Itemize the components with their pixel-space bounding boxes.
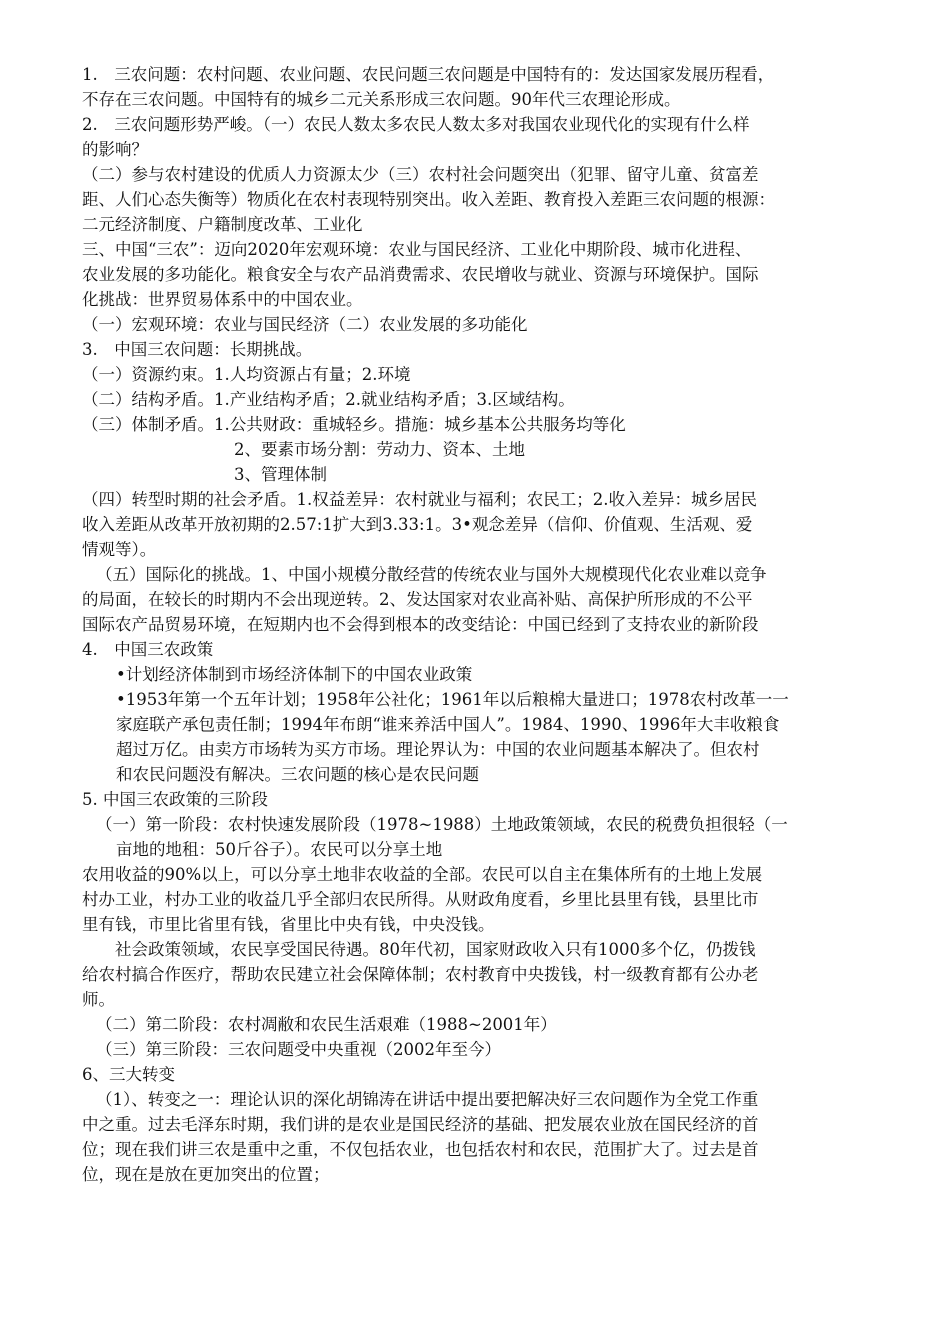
text-line: （二）参与农村建设的优质人力资源太少（三）农村社会问题突出（犯罪、留守儿童、贫富差 [82,165,759,184]
text-line: 1. 三农问题：农村问题、农业问题、农民问题三农问题是中国特有的：发达国家发展历程看， [82,65,775,84]
text-line: 2、要素市场分割：劳动力、资本、土地 [234,440,525,459]
text-line: 情观等）。 [82,540,157,559]
text-line: （1）、转变之一：理论认识的深化胡锦涛在讲话中提出要把解决好三农问题作为全党工作重 [96,1090,759,1109]
text-line: 中之重。过去毛泽东时期，我们讲的是农业是国民经济的基础、把发展农业放在国民经济的首 [82,1115,759,1134]
text-line: 2. 三农问题形势严峻。（一）农民人数太多农民人数太多对我国农业现代化的实现有什么样 [82,115,750,134]
text-line: 超过万亿。由卖方市场转为买方市场。理论界认为：中国的农业问题基本解决了。但农村 [116,740,760,759]
text-line: （二）结构矛盾。1.产业结构矛盾；2.就业结构矛盾；3.区域结构。 [82,390,575,409]
text-line: （二）第二阶段：农村凋敝和农民生活艰难（1988~2001年） [96,1015,557,1034]
text-line: 的局面，在较长的时期内不会出现逆转。2、发达国家对农业高补贴、高保护所形成的不公平 [82,590,753,609]
text-line: 的影响？ [82,140,148,159]
text-line: （一）宏观环境：农业与国民经济（二）农业发展的多功能化 [82,315,528,334]
text-line: 位，现在是放在更加突出的位置； [82,1165,330,1184]
text-line: （一）资源约束。1.人均资源占有量；2.环境 [82,365,411,384]
text-line: 农业发展的多功能化。粮食安全与农产品消费需求、农民增收与就业、资源与环境保护。国际 [82,265,759,284]
text-line: （三）体制矛盾。1.公共财政：重城轻乡。措施：城乡基本公共服务均等化 [82,415,626,434]
text-line: （三）第三阶段：三农问题受中央重视（2002年至今） [96,1040,501,1059]
text-line: 里有钱，市里比省里有钱，省里比中央有钱，中央没钱。 [82,915,495,934]
text-line: 农用收益的90%以上，可以分享土地非农收益的全部。农民可以自主在集体所有的土地上发展 [82,865,763,884]
text-line: （五）国际化的挑战。1、中国小规模分散经营的传统农业与国外大规模现代化农业难以竞争 [96,565,767,584]
text-line: 不存在三农问题。中国特有的城乡二元关系形成三农问题。90年代三农理论形成。 [82,90,681,109]
text-line: 村办工业，村办工业的收益几乎全部归农民所得。从财政角度看，乡里比县里有钱，县里比市 [82,890,759,909]
text-line: （四）转型时期的社会矛盾。1.权益差异：农村就业与福利；农民工；2.收入差异：城乡居民 [82,490,757,509]
text-line: •1953年第一个五年计划；1958年公社化；1961年以后粮棉大量进口；1978农村改革一一 [116,690,789,709]
text-line: 3. 中国三农问题：长期挑战。 [82,340,313,359]
text-line: 位；现在我们讲三农是重中之重，不仅包括农业，也包括农村和农民，范围扩大了。过去是首 [82,1140,759,1159]
text-line: 二元经济制度、户籍制度改革、工业化 [82,215,363,234]
text-line: 三、中国“三农”：迈向2020年宏观环境：农业与国民经济、工业化中期阶段、城市化进程、 [82,240,752,259]
text-line: 6、三大转变 [82,1065,175,1084]
text-line: 家庭联产承包责任制；1994年布朗“谁来养活中国人”。1984、1990、1996年大丰收粮食 [116,715,780,734]
text-line: 收入差距从改革开放初期的2.57:1扩大到3.33:1。3•观念差异（信仰、价值观、生活观、爱 [82,515,753,534]
text-line: •计划经济体制到市场经济体制下的中国农业政策 [116,665,473,684]
text-line: 4. 中国三农政策 [82,640,214,659]
text-line: 给农村搞合作医疗，帮助农民建立社会保障体制；农村教育中央拨钱，村一级教育都有公办老 [82,965,759,984]
text-line: 和农民问题没有解决。三农问题的核心是农民问题 [116,765,479,784]
text-line: 社会政策领域，农民享受国民待遇。80年代初，国家财政收入只有1000多个亿，仍拨钱 [82,940,756,959]
text-line: 5. 中国三农政策的三阶段 [82,790,268,809]
text-line: 3、管理体制 [234,465,327,484]
text-line: 国际农产品贸易环境，在短期内也不会得到根本的改变结论：中国已经到了支持农业的新阶段 [82,615,759,634]
text-line: 化挑战：世界贸易体系中的中国农业。 [82,290,363,309]
text-line: 距、人们心态失衡等）物质化在农村表现特别突出。收入差距、教育投入差距三农问题的根源： [82,190,775,209]
text-line: 师。 [82,990,115,1009]
text-line: 亩地的地租：50斤谷子）。农民可以分享土地 [116,840,443,859]
text-line: （一）第一阶段：农村快速发展阶段（1978~1988）土地政策领域，农民的税费负担很轻（一 [96,815,788,834]
